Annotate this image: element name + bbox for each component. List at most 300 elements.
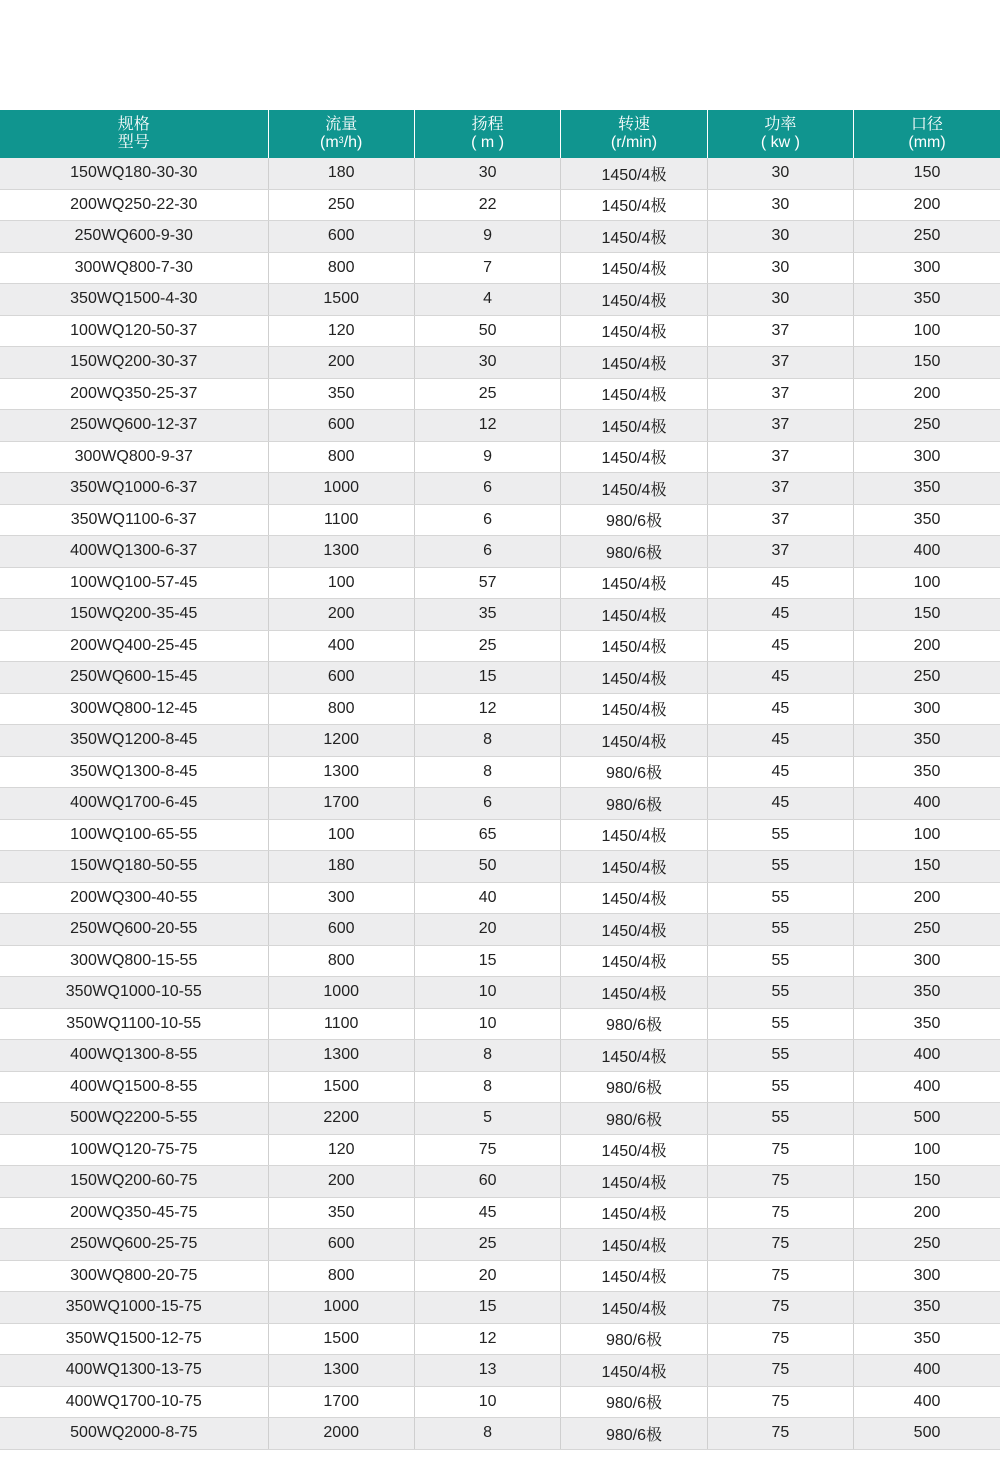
cell-speed: 1450/4极 (561, 315, 707, 347)
cell-diameter: 400 (854, 536, 1000, 568)
cell-head: 6 (414, 788, 560, 820)
header-diameter-line1: 口径 (911, 116, 944, 133)
cell-diameter: 350 (854, 756, 1000, 788)
cell-flow: 600 (268, 1229, 414, 1261)
cell-flow: 1300 (268, 756, 414, 788)
cell-diameter: 350 (854, 977, 1000, 1009)
cell-power: 37 (707, 378, 853, 410)
cell-diameter: 200 (854, 630, 1000, 662)
cell-head: 8 (414, 1418, 560, 1450)
cell-diameter: 200 (854, 189, 1000, 221)
cell-diameter: 100 (854, 567, 1000, 599)
cell-model: 350WQ1500-12-75 (0, 1323, 268, 1355)
cell-model: 250WQ600-9-30 (0, 221, 268, 253)
cell-model: 350WQ1000-15-75 (0, 1292, 268, 1324)
table-row (0, 473, 1000, 505)
cell-model: 400WQ1300-13-75 (0, 1355, 268, 1387)
cell-model: 100WQ120-75-75 (0, 1134, 268, 1166)
cell-power: 45 (707, 599, 853, 631)
cell-diameter: 100 (854, 819, 1000, 851)
cell-model: 400WQ1300-6-37 (0, 536, 268, 568)
table-row (0, 1103, 1000, 1135)
cell-model: 400WQ1300-8-55 (0, 1040, 268, 1072)
cell-power: 55 (707, 1040, 853, 1072)
cell-diameter: 200 (854, 1197, 1000, 1229)
cell-power: 37 (707, 504, 853, 536)
cell-flow: 1000 (268, 977, 414, 1009)
cell-power: 75 (707, 1197, 853, 1229)
cell-head: 12 (414, 410, 560, 442)
header-diameter (854, 110, 1000, 158)
cell-power: 30 (707, 221, 853, 253)
cell-diameter: 350 (854, 1008, 1000, 1040)
cell-head: 30 (414, 158, 560, 189)
header-head (414, 110, 560, 158)
cell-diameter: 500 (854, 1418, 1000, 1450)
cell-head: 10 (414, 1008, 560, 1040)
cell-speed: 1450/4极 (561, 1197, 707, 1229)
cell-power: 37 (707, 473, 853, 505)
cell-diameter: 200 (854, 882, 1000, 914)
cell-flow: 1100 (268, 1008, 414, 1040)
table-row (0, 662, 1000, 694)
cell-head: 9 (414, 221, 560, 253)
cell-model: 150WQ200-35-45 (0, 599, 268, 631)
cell-speed: 1450/4极 (561, 1355, 707, 1387)
table-row (0, 599, 1000, 631)
cell-model: 350WQ1100-10-55 (0, 1008, 268, 1040)
cell-model: 250WQ600-12-37 (0, 410, 268, 442)
cell-speed: 1450/4极 (561, 158, 707, 189)
header-flow-unit-b: /h) (343, 134, 363, 151)
cell-head: 60 (414, 1166, 560, 1198)
cell-model: 250WQ600-20-55 (0, 914, 268, 946)
cell-power: 55 (707, 851, 853, 883)
cell-power: 75 (707, 1292, 853, 1324)
cell-model: 400WQ1700-6-45 (0, 788, 268, 820)
table-row (0, 221, 1000, 253)
header-head-line2: ( m ) (471, 134, 505, 151)
cell-speed: 1450/4极 (561, 630, 707, 662)
cell-model: 350WQ1200-8-45 (0, 725, 268, 757)
cell-model: 200WQ400-25-45 (0, 630, 268, 662)
cell-diameter: 150 (854, 158, 1000, 189)
table-row (0, 1355, 1000, 1387)
table-row (0, 756, 1000, 788)
cell-speed: 1450/4极 (561, 252, 707, 284)
cell-head: 25 (414, 630, 560, 662)
table-row (0, 1323, 1000, 1355)
header-model (0, 110, 268, 158)
table-row (0, 1197, 1000, 1229)
cell-model: 350WQ1300-8-45 (0, 756, 268, 788)
cell-diameter: 150 (854, 1166, 1000, 1198)
cell-flow: 1300 (268, 1355, 414, 1387)
cell-power: 75 (707, 1229, 853, 1261)
header-power-line1: 功率 (764, 116, 797, 133)
header-flow-line1: 流量 (325, 116, 358, 133)
table-row (0, 1134, 1000, 1166)
cell-diameter: 300 (854, 693, 1000, 725)
header-flow (268, 110, 414, 158)
cell-flow: 1500 (268, 1323, 414, 1355)
cell-power: 45 (707, 693, 853, 725)
table-row (0, 158, 1000, 189)
cell-head: 50 (414, 315, 560, 347)
cell-head: 75 (414, 1134, 560, 1166)
cell-model: 500WQ2000-8-75 (0, 1418, 268, 1450)
cell-model: 200WQ350-25-37 (0, 378, 268, 410)
cell-head: 35 (414, 599, 560, 631)
cell-power: 55 (707, 914, 853, 946)
cell-power: 37 (707, 410, 853, 442)
table-row (0, 977, 1000, 1009)
cell-power: 30 (707, 189, 853, 221)
cell-power: 45 (707, 788, 853, 820)
cell-flow: 1200 (268, 725, 414, 757)
cell-model: 150WQ200-30-37 (0, 347, 268, 379)
cell-head: 8 (414, 725, 560, 757)
cell-head: 15 (414, 662, 560, 694)
table-body (0, 158, 1000, 1449)
cell-speed: 1450/4极 (561, 410, 707, 442)
table-row (0, 504, 1000, 536)
table-row (0, 315, 1000, 347)
cell-model: 350WQ1100-6-37 (0, 504, 268, 536)
cell-flow: 120 (268, 315, 414, 347)
cell-speed: 1450/4极 (561, 441, 707, 473)
cell-head: 20 (414, 914, 560, 946)
cell-speed: 1450/4极 (561, 819, 707, 851)
cell-head: 45 (414, 1197, 560, 1229)
cell-power: 55 (707, 819, 853, 851)
cell-head: 4 (414, 284, 560, 316)
table-row (0, 252, 1000, 284)
table-row (0, 851, 1000, 883)
cell-head: 13 (414, 1355, 560, 1387)
cell-diameter: 350 (854, 284, 1000, 316)
table-row (0, 819, 1000, 851)
cell-head: 12 (414, 1323, 560, 1355)
cell-flow: 800 (268, 441, 414, 473)
cell-diameter: 300 (854, 1260, 1000, 1292)
cell-speed: 980/6极 (561, 1071, 707, 1103)
header-power-line2: ( kw ) (760, 134, 800, 151)
cell-power: 55 (707, 977, 853, 1009)
cell-model: 200WQ350-45-75 (0, 1197, 268, 1229)
cell-model: 150WQ200-60-75 (0, 1166, 268, 1198)
cell-model: 400WQ1700-10-75 (0, 1386, 268, 1418)
cell-flow: 100 (268, 819, 414, 851)
cell-diameter: 250 (854, 410, 1000, 442)
cell-head: 15 (414, 945, 560, 977)
cell-speed: 1450/4极 (561, 914, 707, 946)
cell-flow: 800 (268, 945, 414, 977)
cell-speed: 1450/4极 (561, 882, 707, 914)
table-row (0, 693, 1000, 725)
cell-power: 45 (707, 630, 853, 662)
table-header (0, 110, 1000, 158)
table-row (0, 914, 1000, 946)
cell-flow: 1500 (268, 284, 414, 316)
cell-head: 30 (414, 347, 560, 379)
header-speed-line1: 转速 (617, 116, 650, 133)
cell-flow: 400 (268, 630, 414, 662)
cell-flow: 800 (268, 693, 414, 725)
header-row (0, 110, 1000, 158)
cell-head: 5 (414, 1103, 560, 1135)
header-power (707, 110, 853, 158)
cell-head: 6 (414, 504, 560, 536)
cell-speed: 1450/4极 (561, 851, 707, 883)
cell-speed: 1450/4极 (561, 977, 707, 1009)
table-row (0, 1229, 1000, 1261)
cell-head: 25 (414, 378, 560, 410)
cell-diameter: 100 (854, 315, 1000, 347)
cell-diameter: 300 (854, 252, 1000, 284)
cell-diameter: 400 (854, 1071, 1000, 1103)
cell-power: 75 (707, 1323, 853, 1355)
cell-speed: 1450/4极 (561, 693, 707, 725)
header-speed (561, 110, 707, 158)
cell-flow: 1300 (268, 536, 414, 568)
table-row (0, 1292, 1000, 1324)
cell-diameter: 250 (854, 1229, 1000, 1261)
cell-head: 12 (414, 693, 560, 725)
cell-speed: 1450/4极 (561, 473, 707, 505)
cell-diameter: 350 (854, 1292, 1000, 1324)
cell-flow: 1100 (268, 504, 414, 536)
table-row (0, 1040, 1000, 1072)
cell-flow: 180 (268, 158, 414, 189)
cell-flow: 2000 (268, 1418, 414, 1450)
cell-model: 150WQ180-30-30 (0, 158, 268, 189)
cell-power: 75 (707, 1134, 853, 1166)
cell-head: 65 (414, 819, 560, 851)
cell-diameter: 400 (854, 1386, 1000, 1418)
cell-diameter: 350 (854, 1323, 1000, 1355)
cell-model: 350WQ1500-4-30 (0, 284, 268, 316)
table-row (0, 567, 1000, 599)
cell-model: 400WQ1500-8-55 (0, 1071, 268, 1103)
cell-power: 75 (707, 1260, 853, 1292)
cell-power: 75 (707, 1355, 853, 1387)
cell-diameter: 150 (854, 347, 1000, 379)
cell-diameter: 350 (854, 473, 1000, 505)
table-row (0, 284, 1000, 316)
cell-head: 10 (414, 1386, 560, 1418)
cell-diameter: 250 (854, 914, 1000, 946)
cell-head: 15 (414, 1292, 560, 1324)
cell-speed: 1450/4极 (561, 347, 707, 379)
cell-diameter: 250 (854, 221, 1000, 253)
header-speed-line2: (r/min) (610, 134, 658, 151)
cell-diameter: 400 (854, 1355, 1000, 1387)
cell-flow: 1000 (268, 473, 414, 505)
cell-diameter: 400 (854, 788, 1000, 820)
cell-flow: 1000 (268, 1292, 414, 1324)
cell-speed: 1450/4极 (561, 284, 707, 316)
cell-flow: 120 (268, 1134, 414, 1166)
cell-head: 9 (414, 441, 560, 473)
cell-diameter: 350 (854, 725, 1000, 757)
cell-flow: 350 (268, 378, 414, 410)
cell-head: 22 (414, 189, 560, 221)
cell-diameter: 500 (854, 1103, 1000, 1135)
cell-power: 75 (707, 1418, 853, 1450)
cell-flow: 600 (268, 221, 414, 253)
table-row (0, 1166, 1000, 1198)
cell-power: 30 (707, 158, 853, 189)
cell-speed: 1450/4极 (561, 662, 707, 694)
table-row (0, 630, 1000, 662)
cell-power: 45 (707, 662, 853, 694)
cell-power: 37 (707, 347, 853, 379)
cell-head: 8 (414, 1071, 560, 1103)
cell-speed: 980/6极 (561, 1418, 707, 1450)
header-model-line2: 型号 (117, 134, 150, 151)
cell-power: 55 (707, 1103, 853, 1135)
table-row (0, 410, 1000, 442)
header-diameter-line2: (mm) (908, 134, 946, 151)
table-row (0, 788, 1000, 820)
cell-power: 37 (707, 441, 853, 473)
cell-speed: 980/6极 (561, 1386, 707, 1418)
spec-table (0, 110, 1000, 1450)
header-model-line1: 规格 (117, 116, 150, 133)
cell-model: 250WQ600-25-75 (0, 1229, 268, 1261)
cell-speed: 1450/4极 (561, 1229, 707, 1261)
cell-flow: 180 (268, 851, 414, 883)
cell-speed: 980/6极 (561, 1008, 707, 1040)
cell-speed: 980/6极 (561, 1103, 707, 1135)
cell-speed: 1450/4极 (561, 1166, 707, 1198)
cell-diameter: 150 (854, 851, 1000, 883)
cell-flow: 1700 (268, 1386, 414, 1418)
cell-flow: 800 (268, 252, 414, 284)
cell-power: 45 (707, 567, 853, 599)
table-row (0, 882, 1000, 914)
cell-speed: 980/6极 (561, 788, 707, 820)
table-row (0, 725, 1000, 757)
cell-power: 55 (707, 882, 853, 914)
table-row (0, 1386, 1000, 1418)
cell-flow: 600 (268, 662, 414, 694)
table-row (0, 945, 1000, 977)
cell-head: 57 (414, 567, 560, 599)
cell-model: 100WQ100-57-45 (0, 567, 268, 599)
cell-flow: 1500 (268, 1071, 414, 1103)
cell-speed: 1450/4极 (561, 567, 707, 599)
cell-power: 75 (707, 1166, 853, 1198)
cell-model: 100WQ100-65-55 (0, 819, 268, 851)
cell-model: 200WQ250-22-30 (0, 189, 268, 221)
cell-head: 20 (414, 1260, 560, 1292)
cell-model: 500WQ2200-5-55 (0, 1103, 268, 1135)
cell-flow: 100 (268, 567, 414, 599)
cell-model: 350WQ1000-6-37 (0, 473, 268, 505)
table-row (0, 378, 1000, 410)
table-row (0, 1008, 1000, 1040)
cell-flow: 300 (268, 882, 414, 914)
cell-diameter: 150 (854, 599, 1000, 631)
cell-power: 55 (707, 945, 853, 977)
cell-speed: 980/6极 (561, 1323, 707, 1355)
cell-power: 37 (707, 536, 853, 568)
cell-flow: 200 (268, 347, 414, 379)
cell-flow: 600 (268, 410, 414, 442)
cell-model: 100WQ120-50-37 (0, 315, 268, 347)
cell-model: 300WQ800-7-30 (0, 252, 268, 284)
cell-power: 55 (707, 1071, 853, 1103)
cell-diameter: 100 (854, 1134, 1000, 1166)
cell-head: 6 (414, 473, 560, 505)
cell-flow: 1700 (268, 788, 414, 820)
cell-model: 300WQ800-20-75 (0, 1260, 268, 1292)
cell-speed: 1450/4极 (561, 945, 707, 977)
cell-power: 37 (707, 315, 853, 347)
cell-model: 300WQ800-12-45 (0, 693, 268, 725)
table-row (0, 189, 1000, 221)
cell-model: 300WQ800-9-37 (0, 441, 268, 473)
header-head-line1: 扬程 (471, 116, 504, 133)
cell-power: 45 (707, 725, 853, 757)
cell-flow: 800 (268, 1260, 414, 1292)
cell-power: 75 (707, 1386, 853, 1418)
cell-model: 350WQ1000-10-55 (0, 977, 268, 1009)
cell-model: 150WQ180-50-55 (0, 851, 268, 883)
cell-diameter: 300 (854, 945, 1000, 977)
cell-flow: 350 (268, 1197, 414, 1229)
cell-flow: 600 (268, 914, 414, 946)
table-row (0, 536, 1000, 568)
cell-speed: 1450/4极 (561, 378, 707, 410)
cell-diameter: 200 (854, 378, 1000, 410)
cell-speed: 1450/4极 (561, 1040, 707, 1072)
cell-power: 45 (707, 756, 853, 788)
cell-head: 8 (414, 1040, 560, 1072)
cell-speed: 1450/4极 (561, 221, 707, 253)
cell-power: 55 (707, 1008, 853, 1040)
cell-diameter: 300 (854, 441, 1000, 473)
cell-diameter: 250 (854, 662, 1000, 694)
cell-head: 10 (414, 977, 560, 1009)
cell-flow: 250 (268, 189, 414, 221)
cell-power: 30 (707, 252, 853, 284)
cell-flow: 2200 (268, 1103, 414, 1135)
cell-head: 50 (414, 851, 560, 883)
cell-head: 7 (414, 252, 560, 284)
cell-speed: 1450/4极 (561, 189, 707, 221)
cell-speed: 980/6极 (561, 536, 707, 568)
cell-head: 40 (414, 882, 560, 914)
table-row (0, 1260, 1000, 1292)
table-row (0, 1418, 1000, 1450)
header-flow-unit-sup: 3 (338, 135, 344, 145)
cell-head: 6 (414, 536, 560, 568)
cell-head: 8 (414, 756, 560, 788)
cell-flow: 200 (268, 1166, 414, 1198)
cell-head: 25 (414, 1229, 560, 1261)
cell-speed: 1450/4极 (561, 1292, 707, 1324)
cell-speed: 980/6极 (561, 756, 707, 788)
table-row (0, 347, 1000, 379)
cell-flow: 1300 (268, 1040, 414, 1072)
cell-speed: 1450/4极 (561, 599, 707, 631)
cell-model: 300WQ800-15-55 (0, 945, 268, 977)
cell-model: 250WQ600-15-45 (0, 662, 268, 694)
table-row (0, 1071, 1000, 1103)
